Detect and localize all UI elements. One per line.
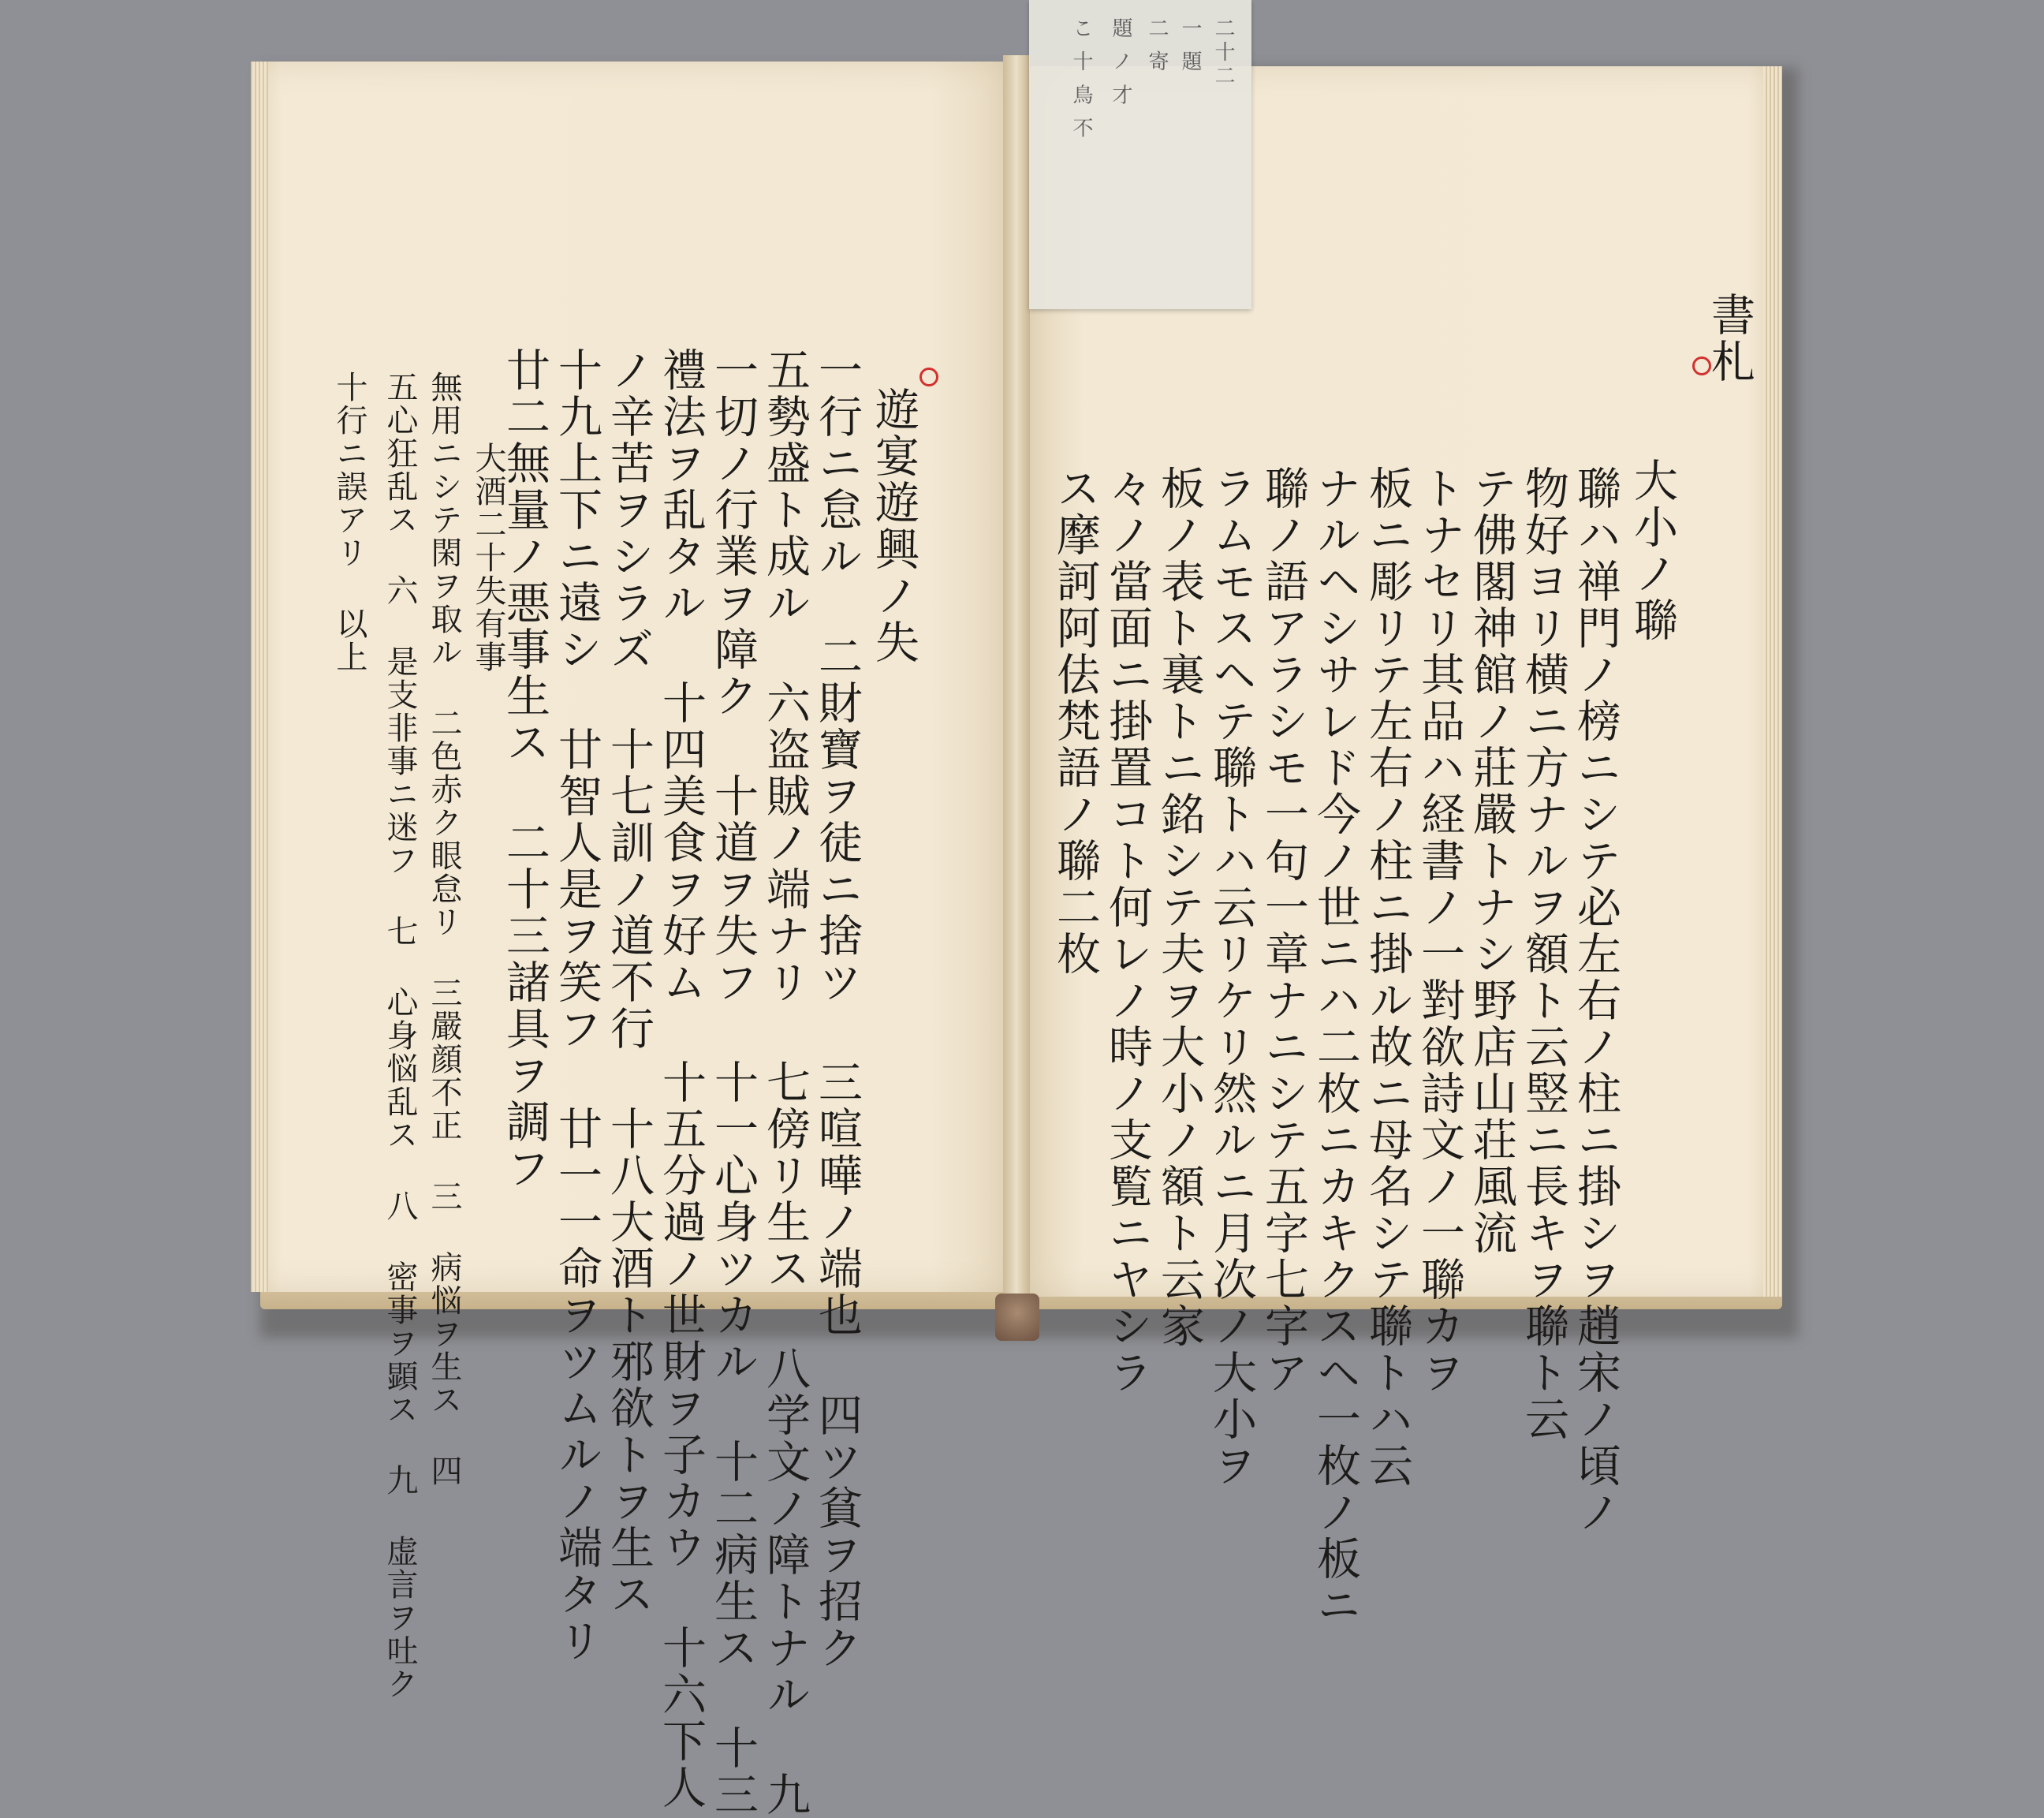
right-text-column: ラムモスヘテ聯トハ云リケリ然ルニ月次ノ大小ヲ bbox=[1206, 465, 1257, 1489]
slip-line: 題 ノ 才 bbox=[1109, 17, 1132, 108]
left-small-column: 十行ニ誤アリ 以上 bbox=[331, 371, 367, 674]
left-text-column: 十九上下ニ遠シ 廿智人是ヲ笑フ 廿一一命ヲツムルノ端タリ bbox=[551, 347, 602, 1664]
right-text-column: 聯ノ語アラシモ一句一章ナニシテ五字七字ア bbox=[1258, 465, 1309, 1396]
right-text-column: トナセリ其品ハ経書ノ一對欲詩文ノ一聯カヲ bbox=[1414, 465, 1465, 1396]
slip-line: 二 寄 bbox=[1145, 17, 1169, 75]
left-text-column: 五勢盛ト成ル 六盗賊ノ端ナリ 七傍リ生ス 八学文ノ障トナル 九 bbox=[759, 347, 811, 1818]
left-text-column: 一行ニ怠ル 二財寶ヲ徒ニ捨ツ 三喧嘩ノ端也 四ツ貧ヲ招ク bbox=[811, 347, 863, 1671]
right-page-subheading: 大小ノ聯 bbox=[1627, 457, 1678, 644]
red-circle-mark bbox=[1692, 357, 1711, 375]
left-small-column: 無用ニシテ閑ヲ取ル 二色赤ク眼怠リ 三嚴顔不正 三 病悩ヲ生ス 四 bbox=[426, 371, 462, 1488]
left-text-column: ノ辛苦ヲシラズ 十七訓ノ道不行 十八大酒ト邪欲トヲ生ス bbox=[603, 347, 655, 1618]
right-text-column: テ佛閣神館ノ莊嚴トナシ野店山荘風流 bbox=[1466, 465, 1517, 1256]
left-subheading: 大酒二十失有事 bbox=[470, 442, 506, 674]
left-page-edges bbox=[251, 62, 268, 1292]
slip-line: 二十二 bbox=[1211, 17, 1235, 88]
left-text-column: 一切ノ行業ヲ障ク 十道ヲ失フ 十一心身ツカル 十二病生ス 十三 bbox=[707, 347, 759, 1818]
right-page-edges bbox=[1763, 66, 1782, 1297]
right-text-column: 聯ハ禅門ノ榜ニシテ必左右ノ柱ニ掛シヲ趙宋ノ頃ノ bbox=[1570, 465, 1621, 1536]
left-page-heading: 遊宴遊興ノ失 bbox=[868, 386, 919, 666]
right-text-column: 々ノ當面ニ掛置コト何レノ時ノ支覧ニヤシラ bbox=[1102, 465, 1153, 1396]
left-text-column: 禮法ヲ乱タル 十四美食ヲ好ム 十五分過ノ世財ヲ子カウ 十六下人 bbox=[655, 347, 707, 1811]
right-page-heading: 書札 bbox=[1704, 292, 1755, 385]
book-spine bbox=[1003, 55, 1030, 1325]
right-text-column: ナルヘシサレド今ノ世ニハ二枚ニカキクスヘ一枚ノ板ニ bbox=[1310, 465, 1361, 1629]
spine-thread bbox=[995, 1294, 1039, 1341]
slip-line: こ 十 鳥 不 bbox=[1069, 17, 1093, 141]
right-text-column: 板ニ彫リテ左右ノ柱ニ掛ル故ニ母名シテ聯トハ云 bbox=[1362, 465, 1413, 1489]
red-circle-mark bbox=[919, 368, 938, 386]
right-text-column: ス摩訶阿佉梵語ノ聯二枚 bbox=[1050, 465, 1101, 977]
right-text-column: 物好ヨリ横ニ方ナルヲ額ト云竪ニ長キヲ聯ト云 bbox=[1518, 465, 1569, 1443]
right-text-column: 板ノ表ト裏トニ銘シテ夫ヲ大小ノ額ト云家 bbox=[1154, 465, 1205, 1350]
left-small-column: 五心狂乱ス 六 是支非事ニ迷フ 七 心身悩乱ス 八 密事ヲ顕ス 九 虚言ヲ吐ク bbox=[382, 371, 418, 1700]
left-text-column: 廿二無量ノ悪事生ス 二十三諸具ヲ調フ bbox=[499, 347, 550, 1192]
inserted-paper-slip bbox=[1029, 0, 1251, 309]
slip-line: 一 題 bbox=[1178, 17, 1202, 75]
